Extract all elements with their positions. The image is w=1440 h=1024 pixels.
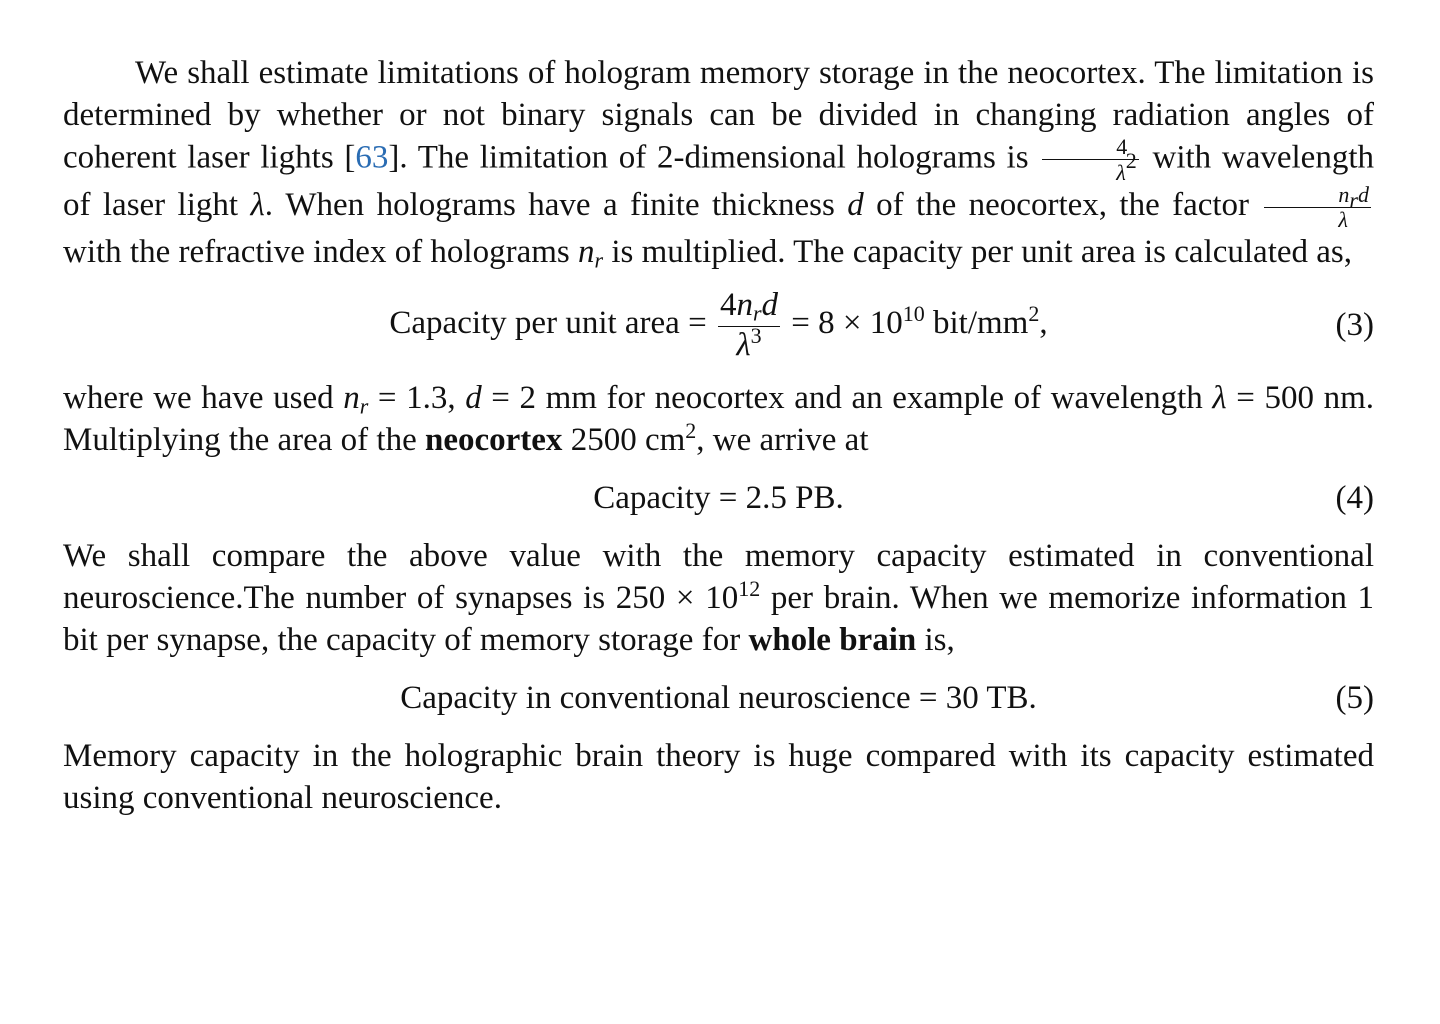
document-page: [63, 52, 1374, 819]
equation-number: (4): [1335, 479, 1374, 516]
equation-5-body: Capacity in conventional neuroscience = 30 TB.: [400, 679, 1037, 716]
paragraph-parameters: where we have used $n_r = 1.3$, d = 2 mm for neocortex and an example of wavelength λ = 500 nm. Multiplying the area of the neocortex 2500 $cm^2$, we arrive at: [63, 380, 1374, 459]
paragraph-conclusion: Memory capacity in the holographic brain theory is huge compared with its capacity estimated using conventional neuroscience.: [63, 738, 1374, 817]
fraction-4nrd-over-lambda-cubed: $\frac{4n_rd}{\lambda^3}$: [719, 286, 779, 363]
equation-4-body: Capacity = 2.5 PB.: [593, 479, 844, 516]
paragraph-hologram-limitation: We shall estimate limitations of hologram memory storage in the neocortex. The limitation is determined by whether or not binary signals can be divided in changing radiation angles of coherent laser lights [63]. The limitation of 2-dimensional holograms is $\frac{4}{\lambda^2}$ with wavelength of laser light λ. When holograms have a finite thickness d of the neocortex, the factor $\frac{n_rd}{\lambda}$ with the refractive index of holograms $n_r$ is multiplied. The capacity per unit area is calculated as,: [63, 55, 1375, 273]
fraction-4-over-lambda-squared: $\frac{4}{\lambda^2}$: [1042, 136, 1139, 184]
paragraph-synapse-comparison: We shall compare the above value with the memory capacity estimated in conventional neuroscience.The number of synapses is $250 \times 10^{12}$ per brain. When we memorize information 1 bit per synapse, the capacity of memory storage for whole brain is,: [63, 538, 1375, 659]
equation-number: (5): [1335, 679, 1374, 716]
fraction-nrd-over-lambda: $\frac{n_rd}{\lambda}$: [1264, 184, 1371, 231]
citation-link[interactable]: 63: [355, 139, 389, 176]
equation-3-body: Capacity per unit area = $\frac{4n_rd}{\lambda^3}$ = $8 \times 10^{10}$ bit/$mm^2$,: [389, 286, 1048, 363]
equation-number: (3): [1335, 306, 1374, 343]
equation-5: [63, 661, 1374, 735]
equation-4: [63, 461, 1374, 535]
equation-3: [63, 273, 1374, 377]
